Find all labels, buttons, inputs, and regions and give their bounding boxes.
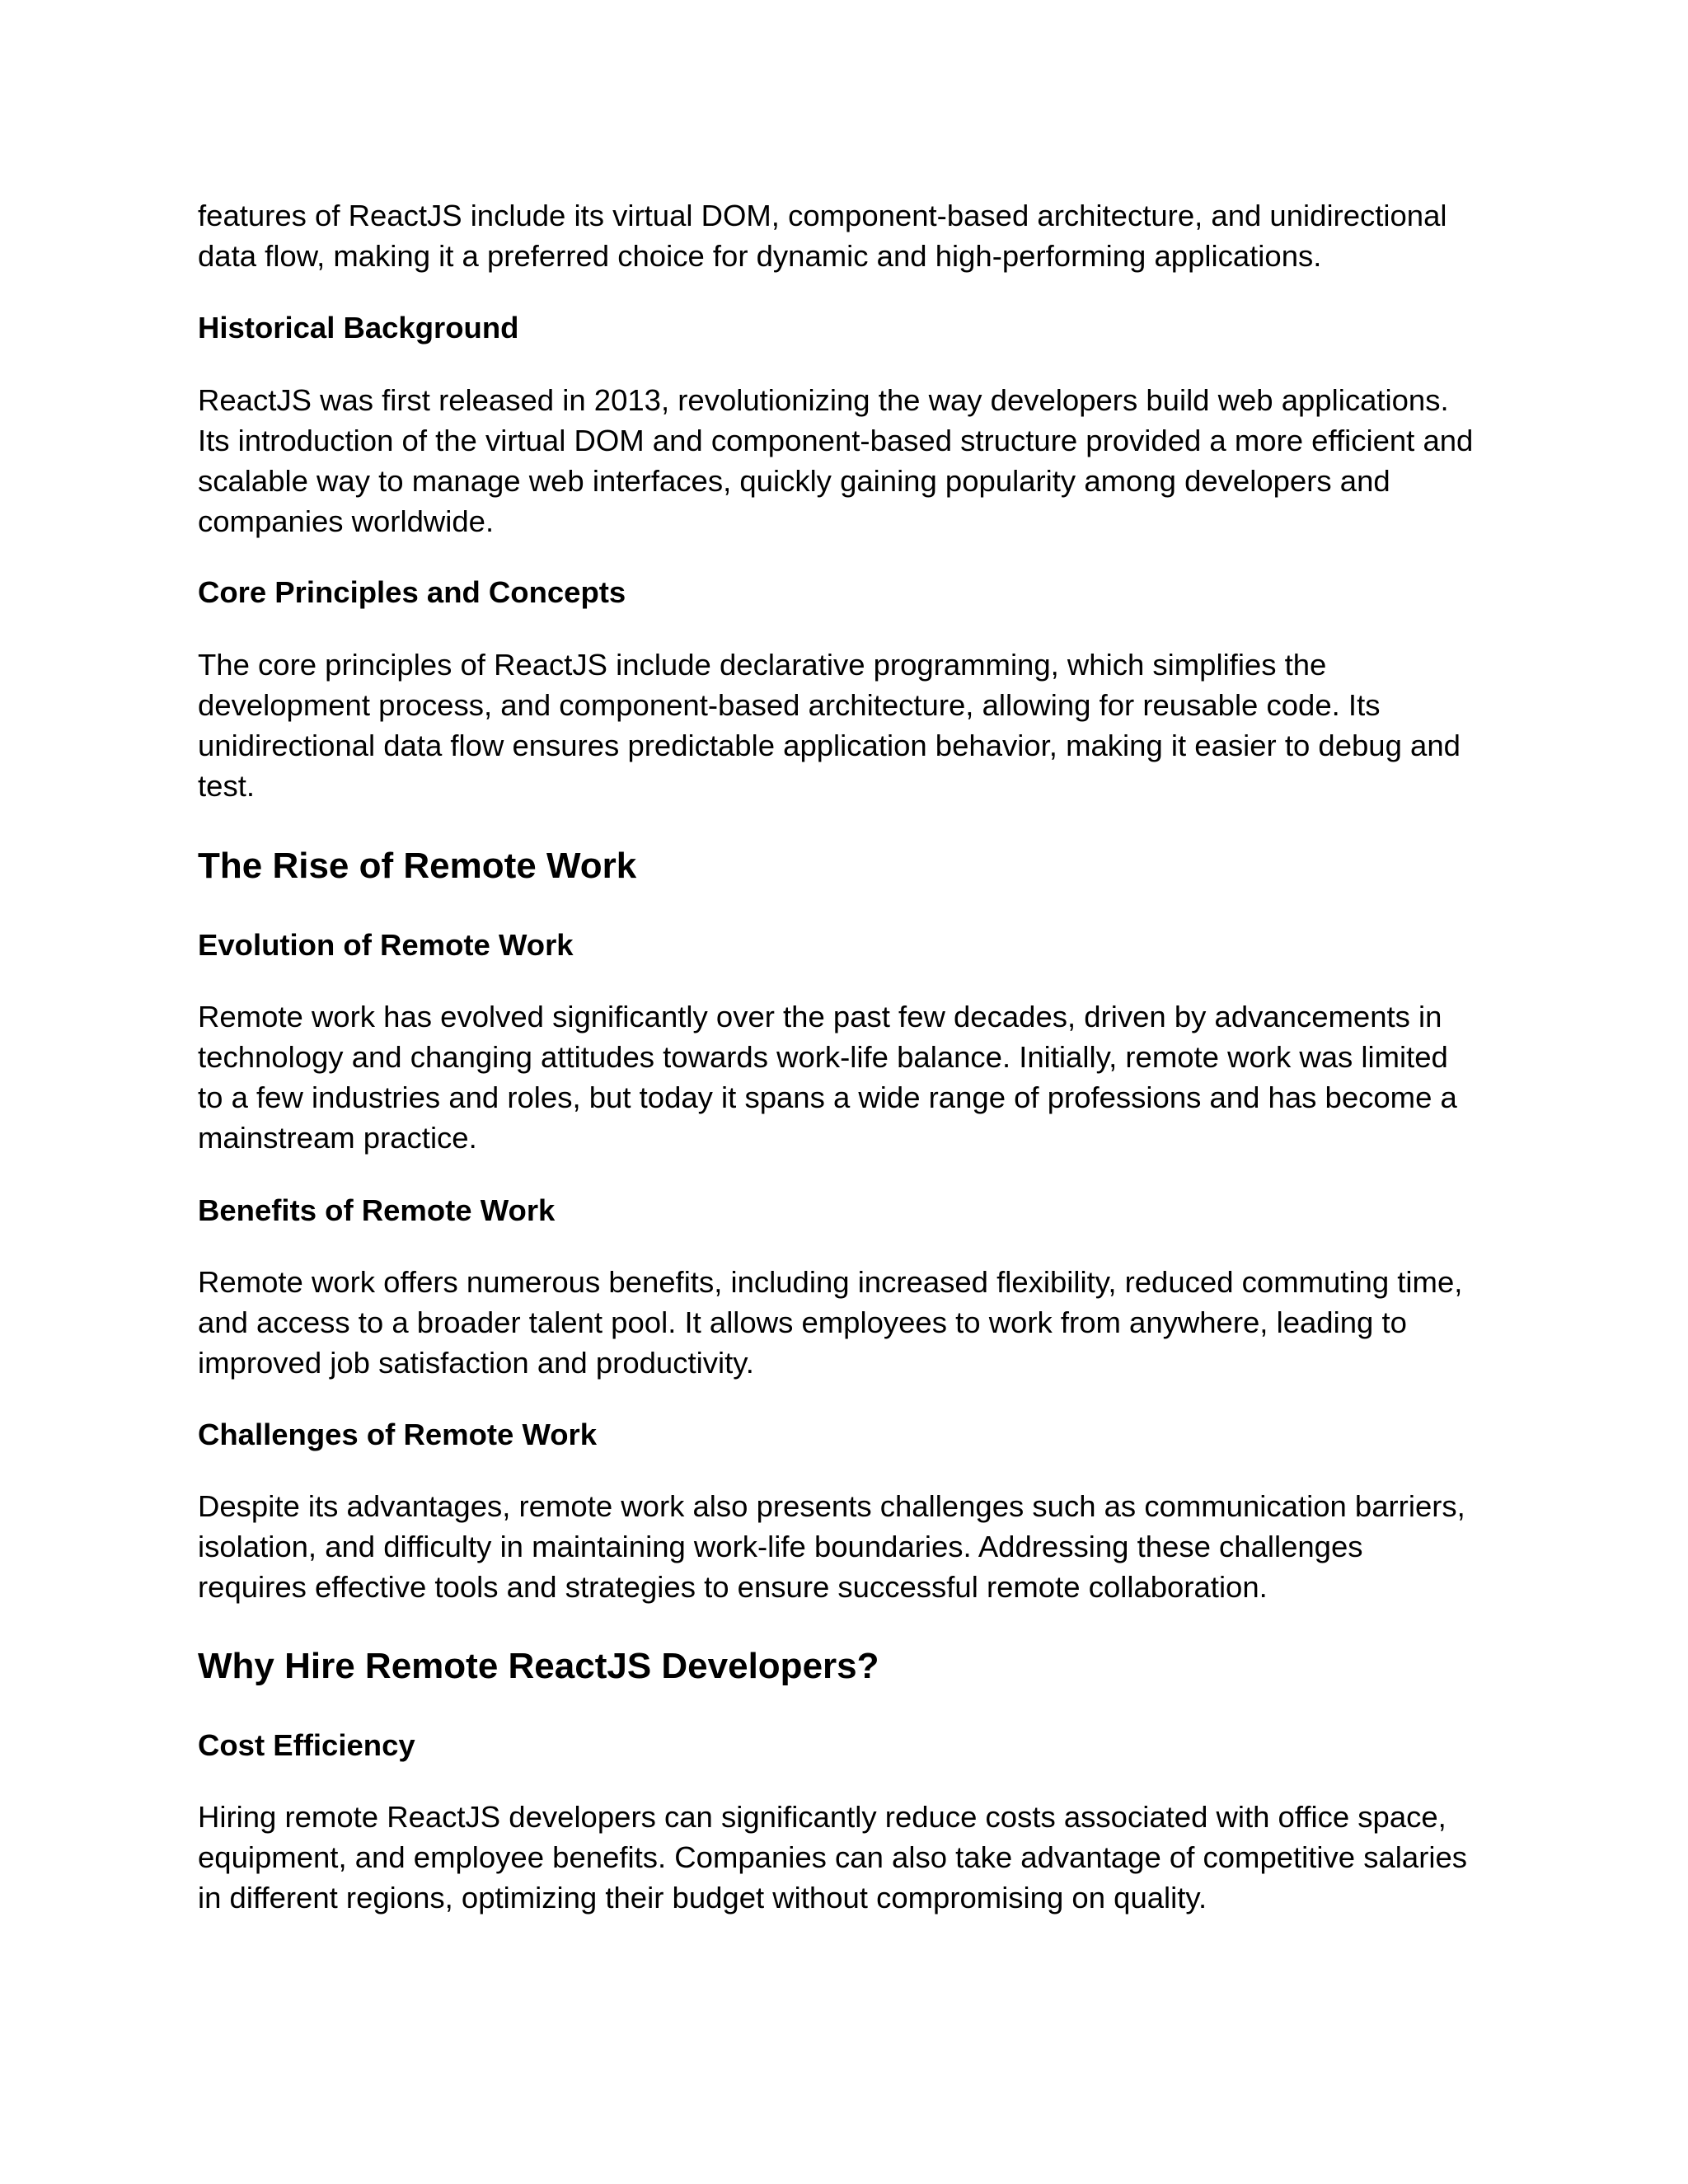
cost-line: Hiring remote ReactJS developers can significantly reduce costs associated with office space, [198, 1800, 1447, 1834]
challenges-line: isolation, and difficulty in maintaining work-life boundaries. Addressing these challenges [198, 1530, 1363, 1563]
core-heading: Core Principles and Concepts [198, 575, 626, 609]
challenges-line: requires effective tools and strategies to ensure successful remote collaboration. [198, 1570, 1268, 1604]
historical-heading: Historical Background [198, 311, 519, 344]
cost-heading: Cost Efficiency [198, 1728, 415, 1762]
challenges-heading: Challenges of Remote Work [198, 1418, 598, 1451]
historical-line: scalable way to manage web interfaces, quickly gaining popularity among developers and [198, 464, 1390, 498]
core-line: development process, and component-based architecture, allowing for reusable code. Its [198, 688, 1381, 722]
evolution-line: mainstream practice. [198, 1121, 477, 1155]
benefits-line: and access to a broader talent pool. It allows employees to work from anywhere, leading to [198, 1305, 1407, 1339]
challenges-line: Despite its advantages, remote work also presents challenges such as communication barriers, [198, 1489, 1465, 1523]
cost-line: equipment, and employee benefits. Companies can also take advantage of competitive salaries [198, 1840, 1468, 1874]
historical-line: companies worldwide. [198, 504, 495, 538]
historical-paragraph [198, 380, 1517, 541]
evolution-heading: Evolution of Remote Work [198, 928, 574, 962]
benefits-line: Remote work offers numerous benefits, including increased flexibility, reduced commuting time, [198, 1265, 1463, 1299]
evolution-line: technology and changing attitudes towards work-life balance. Initially, remote work was limited [198, 1040, 1448, 1074]
why-hire-heading: Why Hire Remote ReactJS Developers? [198, 1646, 879, 1686]
benefits-line: improved job satisfaction and productivity. [198, 1346, 754, 1380]
core-line: test. [198, 769, 255, 803]
evolution-line: to a few industries and roles, but today it spans a wide range of professions and has become a [198, 1080, 1457, 1114]
evolution-paragraph [198, 996, 1517, 1158]
cost-line: in different regions, optimizing their budget without compromising on quality. [198, 1881, 1207, 1915]
benefits-paragraph [198, 1262, 1517, 1383]
core-paragraph [198, 644, 1517, 806]
intro-line: features of ReactJS include its virtual DOM, component-based architecture, and unidirectional [198, 199, 1447, 232]
historical-line: ReactJS was first released in 2013, revolutionizing the way developers build web applications. [198, 383, 1449, 417]
evolution-line: Remote work has evolved significantly over the past few decades, driven by advancements in [198, 1000, 1442, 1033]
intro-line: data flow, making it a preferred choice for dynamic and high-performing applications. [198, 239, 1322, 273]
benefits-heading: Benefits of Remote Work [198, 1193, 556, 1227]
remote-section-heading: The Rise of Remote Work [198, 846, 637, 886]
core-line: The core principles of ReactJS include declarative programming, which simplifies the [198, 648, 1327, 682]
historical-line: Its introduction of the virtual DOM and component-based structure provided a more efficient and [198, 424, 1474, 457]
core-line: unidirectional data flow ensures predictable application behavior, making it easier to debug and [198, 729, 1461, 762]
challenges-paragraph [198, 1486, 1517, 1607]
cost-paragraph [198, 1797, 1517, 1918]
intro-paragraph [198, 195, 1517, 276]
